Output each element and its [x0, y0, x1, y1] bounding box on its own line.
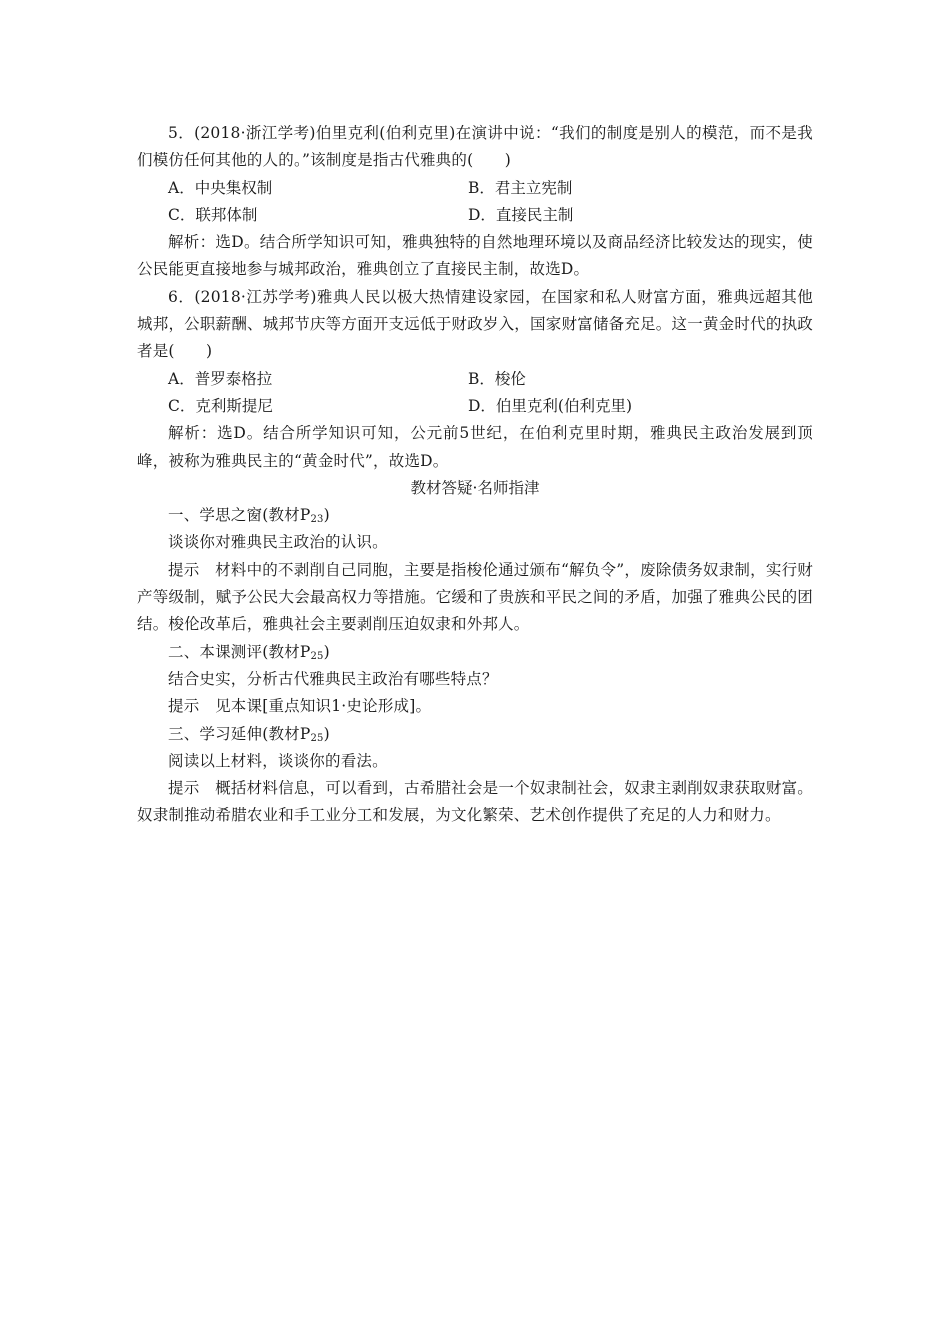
- question-6-options-row-1: [137, 366, 813, 393]
- part-3-page-number: 25: [310, 732, 324, 744]
- question-6-stem: 6．(2018·江苏学考)雅典人民以极大热情建设家园，在国家和私人财富方面，雅典远超其他城邦，公职薪酬、城邦节庆等方面开支远低于财政岁入，国家财富储备充足。这一黄金时代的执政者是( ): [137, 287, 813, 361]
- part-3-heading: 三、学习延伸(教材$P_{25}$): [168, 724, 330, 744]
- part-2-heading: 二、本课测评(教材$P_{25}$): [168, 642, 330, 662]
- part-3-question: 阅读以上材料，谈谈你的看法。: [168, 751, 388, 770]
- question-5-option-b: B．君主立宪制: [468, 178, 573, 197]
- question-5-options-row-2: [137, 202, 813, 229]
- part-1-heading: 一、学思之窗(教材$P_{23}$): [168, 506, 330, 526]
- part-3-hint: 提示 概括材料信息，可以看到，古希腊社会是一个奴隶制社会，奴隶主剥削奴隶获取财富。奴隶制推动希腊农业和手工业分工和发展，为文化繁荣、艺术创作提供了充足的人力和财力。: [137, 779, 813, 825]
- question-5-stem: 5．(2018·浙江学考)伯里克利(伯利克里)在演讲中说：“我们的制度是别人的模范，而不是我们模仿任何其他的人的。”该制度是指古代雅典的( ): [137, 124, 813, 170]
- question-6-analysis: 解析：选D。结合所学知识可知，公元前5世纪，在伯利克里时期，雅典民主政治发展到顶峰，被称为雅典民主的“黄金时代”，故选D。: [137, 424, 813, 470]
- question-6-option-d: D．伯里克利(伯利克里): [468, 396, 633, 415]
- question-5-analysis: 解析：选D。结合所学知识可知，雅典独特的自然地理环境以及商品经济比较发达的现实，使公民能更直接地参与城邦政治，雅典创立了直接民主制，故选D。: [137, 233, 813, 279]
- question-5-option-a: A．中央集权制: [168, 178, 273, 197]
- question-5-option-d: D．直接民主制: [468, 205, 574, 224]
- question-6-option-b: B．梭伦: [468, 369, 526, 388]
- part-2-hint: 提示 见本课[重点知识1·史论形成]。: [168, 697, 432, 716]
- document-page: [137, 120, 813, 830]
- part-1-hint: 提示 材料中的不剥削自己同胞，主要是指梭伦通过颁布“解负令”，废除债务奴隶制，实行财产等级制，赋予公民大会最高权力等措施。它缓和了贵族和平民之间的矛盾，加强了雅典公民的团结。梭伦改革后，雅典社会主要剥削压迫奴隶和外邦人。: [137, 560, 813, 634]
- part-2-page-number: 25: [310, 650, 324, 662]
- question-6-options-row-2: [137, 393, 813, 420]
- part-1-page-number: 23: [310, 514, 324, 526]
- question-6-option-c: C．克利斯提尼: [168, 396, 273, 415]
- part-2-question: 结合史实，分析古代雅典民主政治有哪些特点？: [168, 669, 498, 688]
- question-6-option-a: A．普罗泰格拉: [168, 369, 273, 388]
- section-title: 教材答疑·名师指津: [410, 478, 540, 497]
- question-5-option-c: C．联邦体制: [168, 205, 258, 224]
- part-1-question: 谈谈你对雅典民主政治的认识。: [168, 533, 388, 552]
- question-5-options-row-1: [137, 175, 813, 202]
